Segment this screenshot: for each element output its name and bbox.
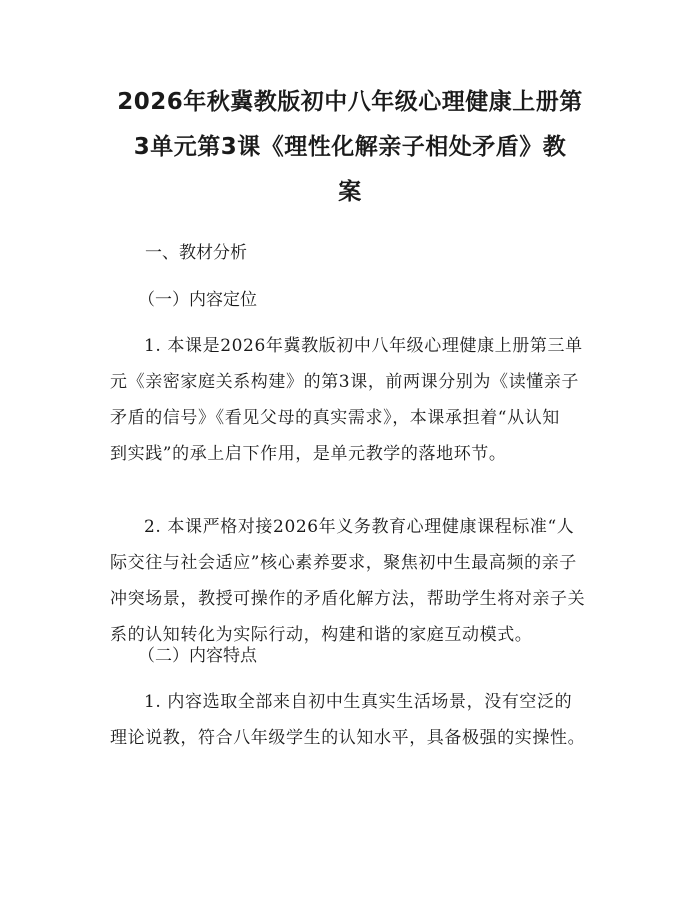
document-title bbox=[100, 80, 600, 215]
paragraph-line: 1. 本课是2026年冀教版初中八年级心理健康上册第三单 bbox=[144, 336, 583, 356]
paragraph-line: 矛盾的信号》《看见父母的真实需求》，本课承担着“从认知 bbox=[110, 408, 560, 428]
section-heading-textbook-analysis: 一、教材分析 bbox=[145, 243, 247, 263]
paragraph-line: 到实践”的承上启下作用，是单元教学的落地环节。 bbox=[110, 444, 507, 464]
paragraph-line: 理论说教，符合八年级学生的认知水平，具备极强的实操性。 bbox=[110, 728, 586, 748]
paragraph-line: 1. 内容选取全部来自初中生真实生活场景，没有空泛的 bbox=[144, 692, 573, 712]
title-line-1: 2026年秋冀教版初中八年级心理健康上册第 bbox=[117, 89, 583, 115]
subsection-heading-content-features: （二）内容特点 bbox=[138, 646, 257, 666]
paragraph-line: 系的认知转化为实际行动，构建和谐的家庭互动模式。 bbox=[110, 625, 533, 645]
paragraph-positioning-2 bbox=[110, 509, 610, 653]
paragraph-line: 2. 本课严格对接2026年义务教育心理健康课程标准“人 bbox=[144, 517, 575, 537]
paragraph-positioning-1 bbox=[110, 328, 610, 472]
paragraph-line: 际交往与社会适应”核心素养要求，聚焦初中生最高频的亲子 bbox=[110, 553, 577, 573]
subsection-heading-content-positioning: （一）内容定位 bbox=[138, 290, 257, 310]
title-line-3: 案 bbox=[338, 179, 362, 205]
paragraph-line: 冲突场景，教授可操作的矛盾化解方法，帮助学生将对亲子关 bbox=[110, 589, 586, 609]
paragraph-line: 元《亲密家庭关系构建》的第3课，前两课分别为《读懂亲子 bbox=[110, 372, 580, 392]
title-line-2: 3单元第3课《理性化解亲子相处矛盾》教 bbox=[133, 134, 567, 160]
paragraph-features-1 bbox=[110, 684, 610, 756]
